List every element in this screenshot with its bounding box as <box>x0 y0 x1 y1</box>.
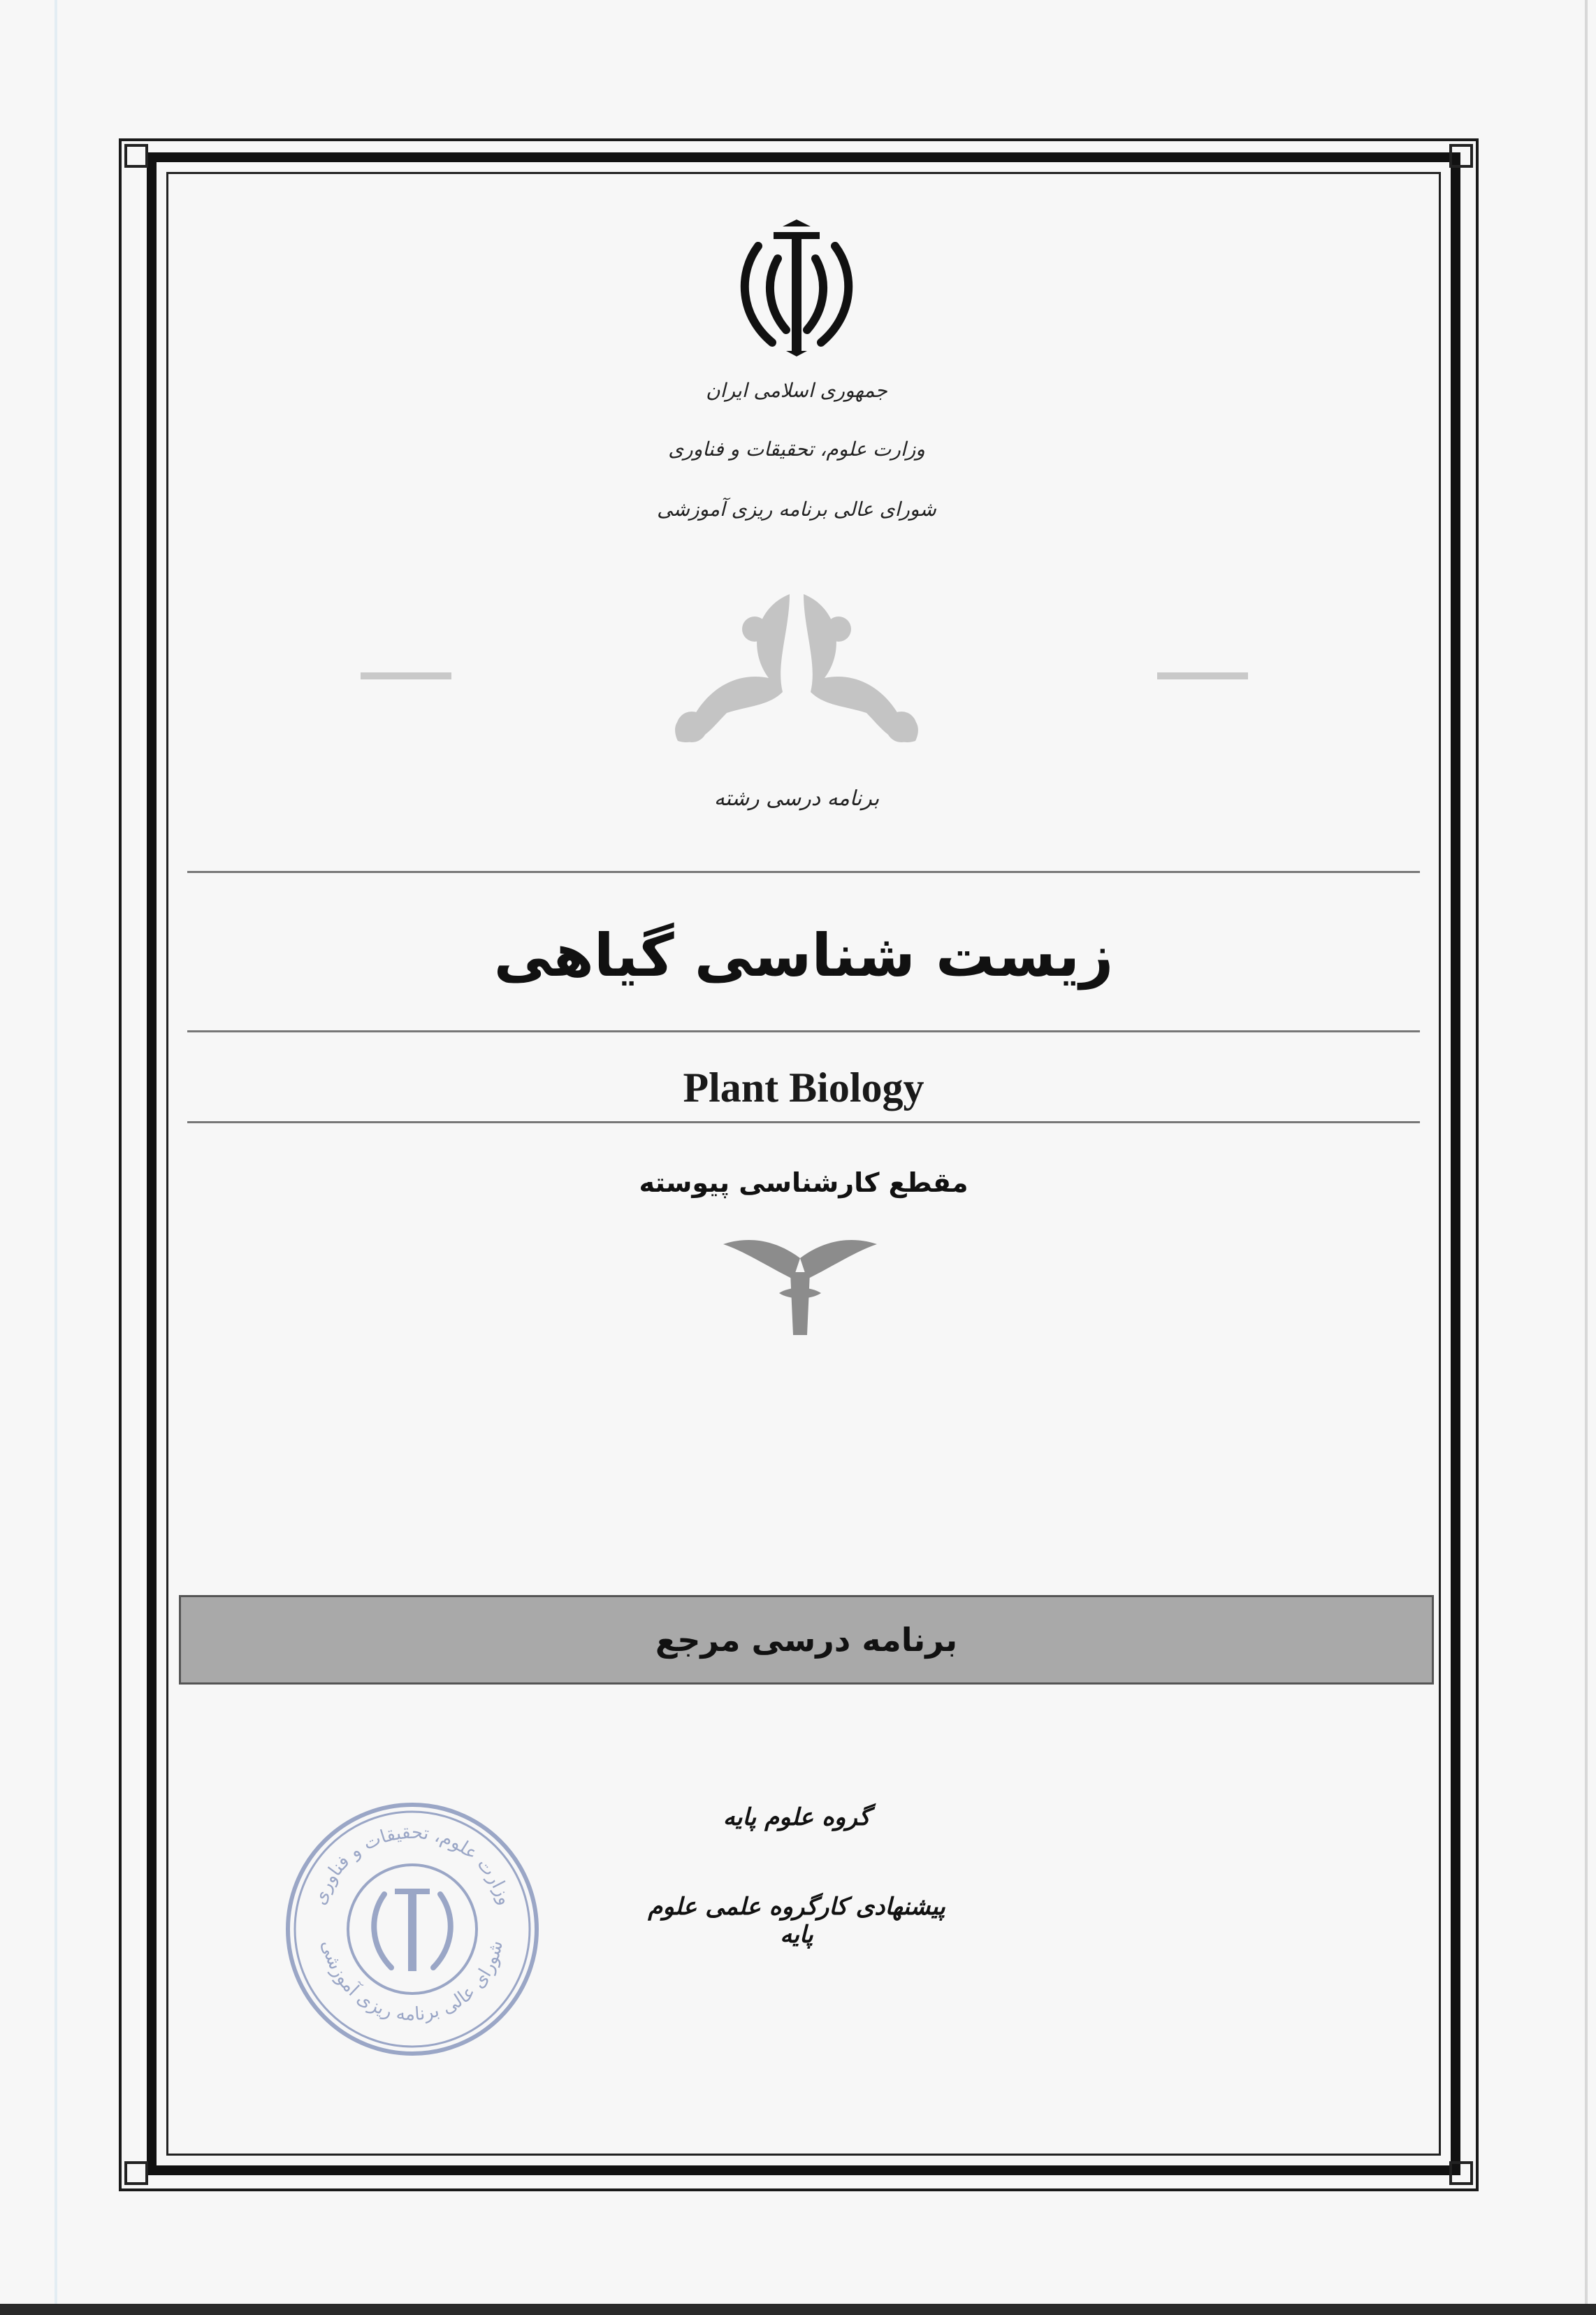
divider-bottom <box>187 1121 1420 1123</box>
reference-curriculum-banner <box>179 1595 1434 1685</box>
page-bottom-edge <box>0 2304 1596 2315</box>
page-left-edge <box>55 0 57 2315</box>
title-persian: زیست شناسی گیاهی <box>493 921 1114 990</box>
official-seal-icon <box>280 1796 545 2062</box>
header-country: جمهوری اسلامی ایران <box>706 379 887 402</box>
ornament-dash-left <box>361 672 451 679</box>
banner-text: برنامه درسی مرجع <box>655 1621 958 1659</box>
group-name: گروه علوم پایه <box>723 1803 871 1831</box>
ornament-dash-right <box>1157 672 1248 679</box>
header-ministry: وزارت علوم، تحقیقات و فناوری <box>668 438 925 461</box>
seal-text-bottom: شورای عالی برنامه ریزی آموزشی <box>317 1938 507 2026</box>
header-council: شورای عالی برنامه ریزی آموزشی <box>657 498 936 521</box>
group-proposer: پیشنهادی کارگروه علمی علوم پایه <box>648 1893 945 1949</box>
frame-corner-top-left <box>124 144 148 168</box>
degree-level: مقطع کارشناسی پیوسته <box>639 1167 969 1198</box>
frame-corner-top-right <box>1449 144 1473 168</box>
seal-text-top: وزارت علوم، تحقیقات و فناوری <box>309 1822 516 1908</box>
frame-corner-bottom-right <box>1449 2161 1473 2185</box>
title-english: Plant Biology <box>683 1065 924 1111</box>
page-right-edge <box>1585 0 1588 2315</box>
program-label: برنامه درسی رشته <box>713 786 880 811</box>
divider-middle <box>187 1030 1420 1032</box>
floral-ornament-icon <box>650 587 943 755</box>
iran-emblem-icon <box>730 218 863 358</box>
divider-top <box>187 871 1420 873</box>
sprig-ornament-icon <box>723 1230 877 1335</box>
frame-corner-bottom-left <box>124 2161 148 2185</box>
